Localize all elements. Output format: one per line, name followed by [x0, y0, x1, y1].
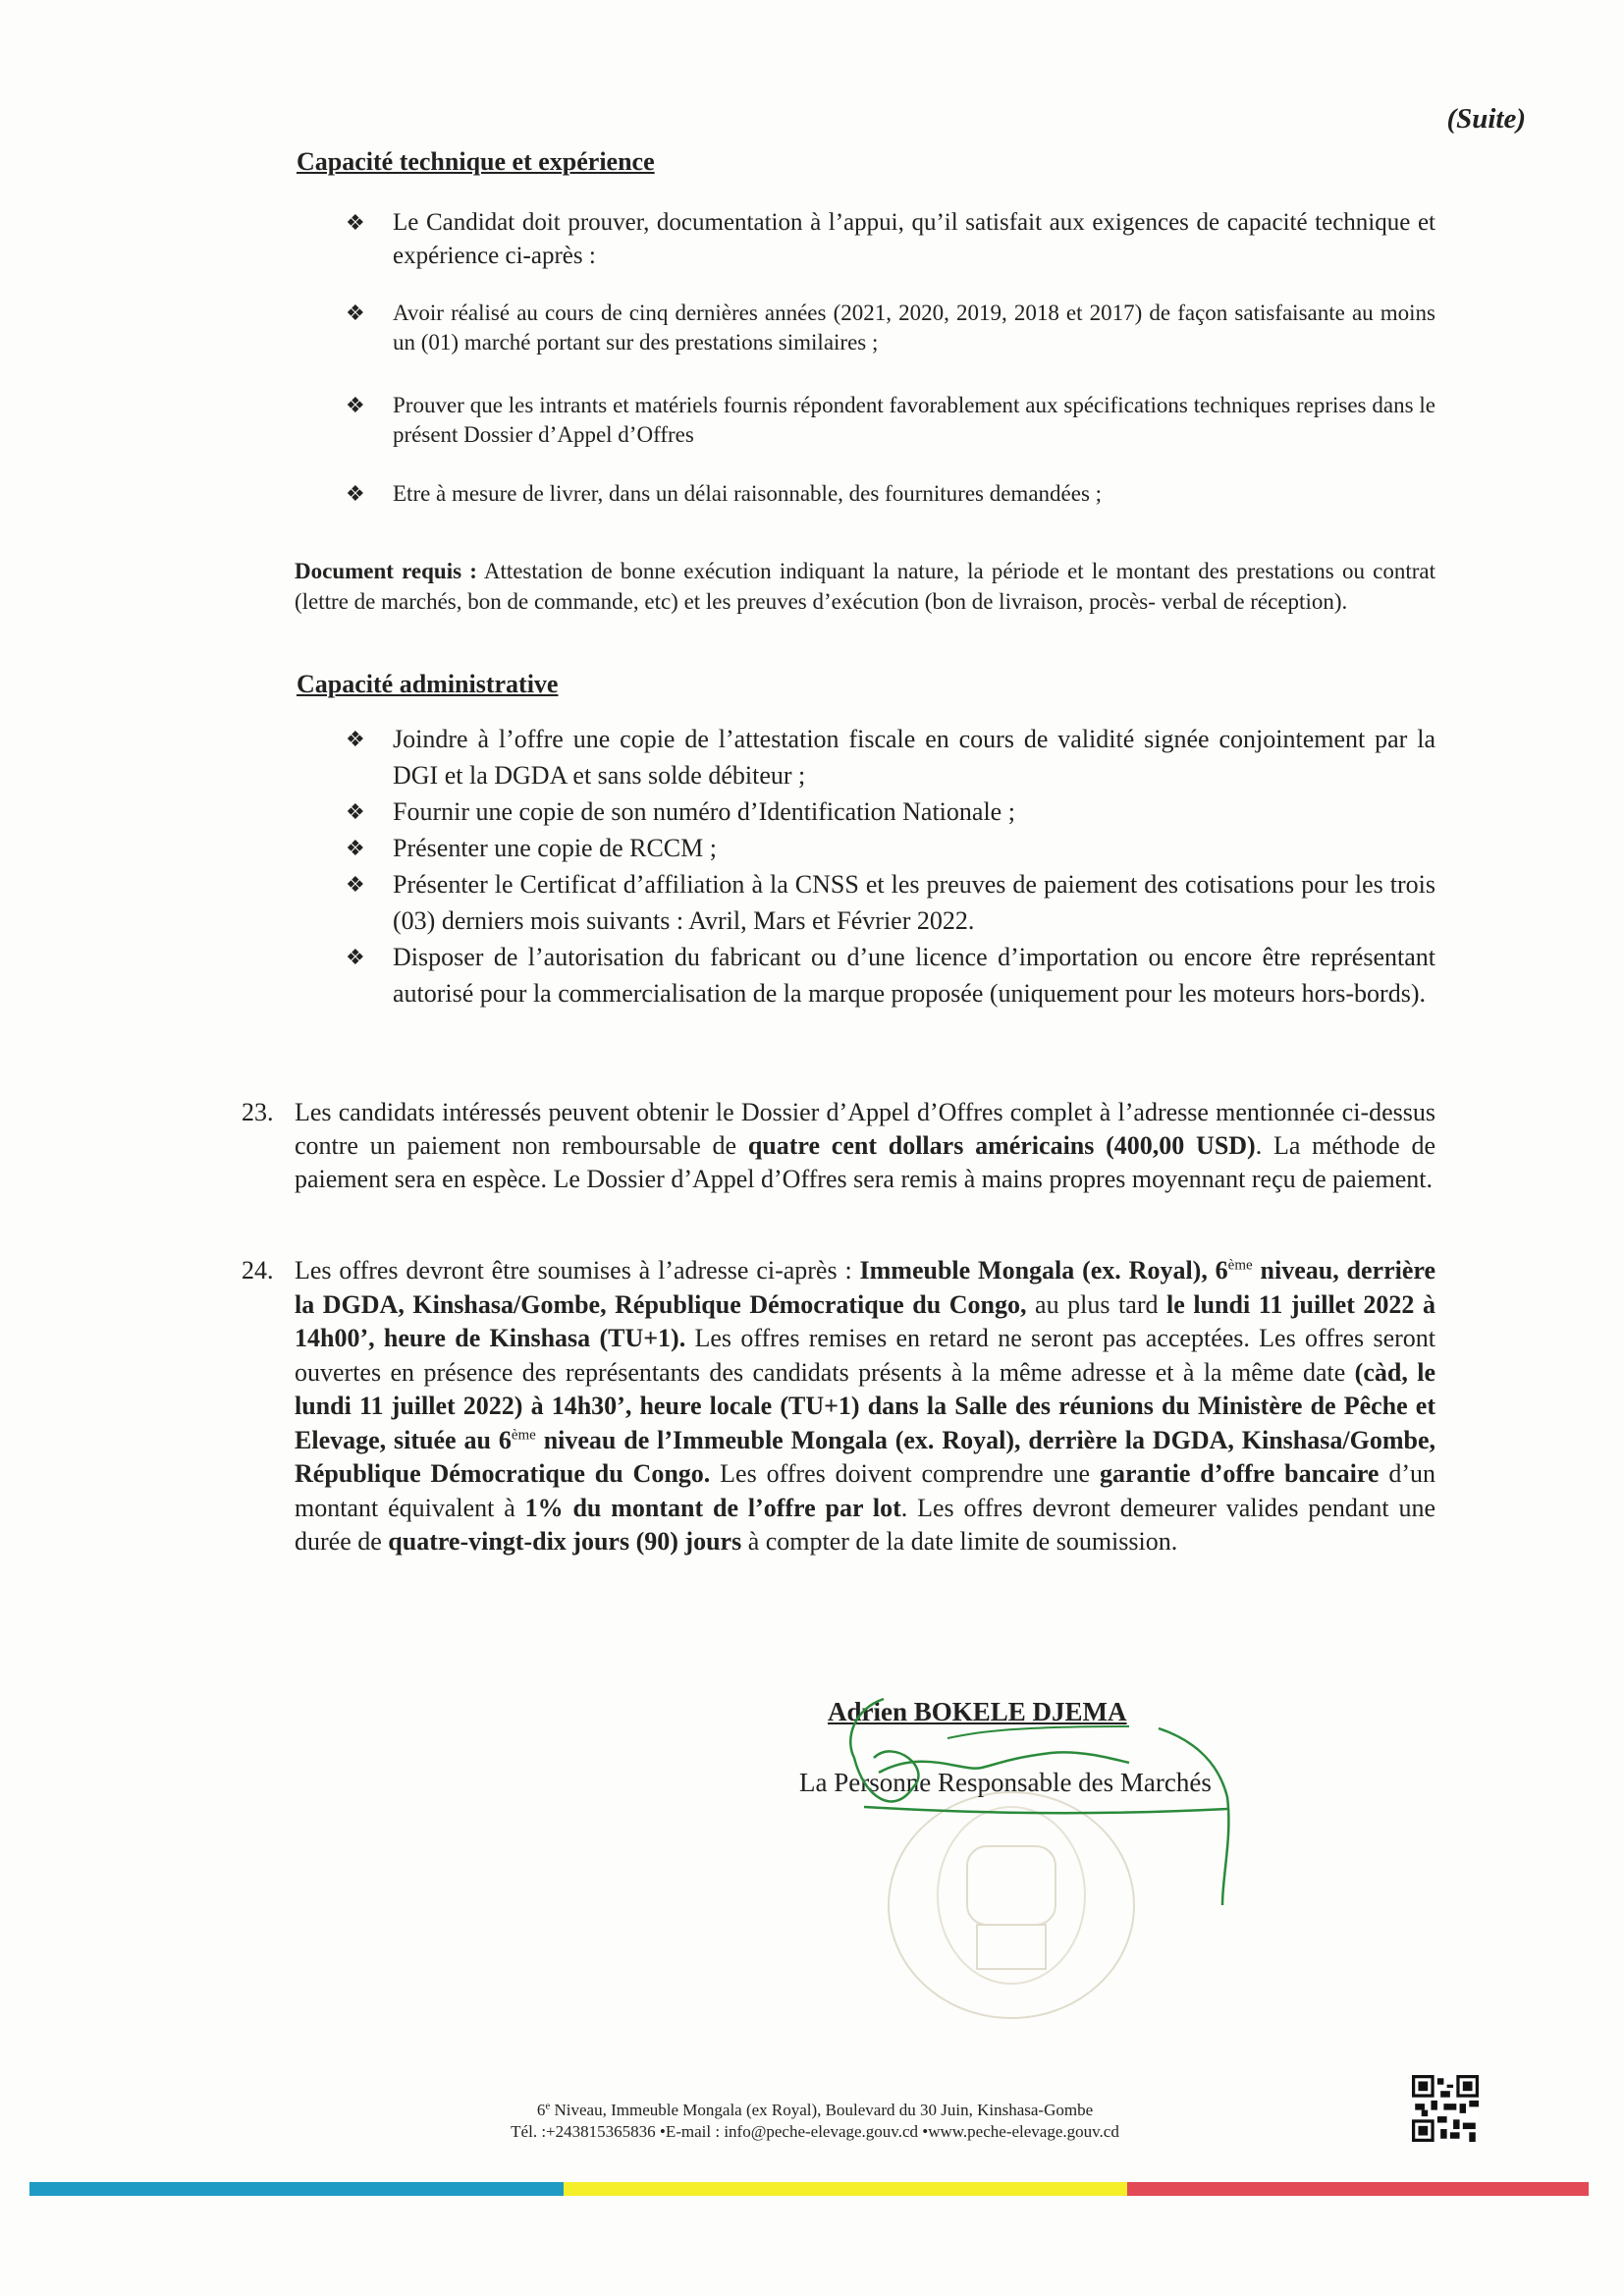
- text: Les offres doivent comprendre une: [710, 1459, 1100, 1488]
- text: d’un montant équivalent à: [295, 1459, 1436, 1522]
- diamond-bullet-icon: ❖: [346, 872, 365, 897]
- list-item-text: Présenter une copie de RCCM ;: [393, 834, 717, 862]
- bold-text: 1% du montant de l’offre par lot: [524, 1493, 901, 1522]
- list-item: [346, 830, 1435, 866]
- paragraph-number: 23.: [242, 1098, 274, 1126]
- list-item: [346, 299, 1435, 357]
- technical-bullet-list: [346, 206, 1435, 509]
- list-item: [346, 479, 1435, 509]
- superscript: ème: [511, 1426, 536, 1443]
- footer-contact: Tél. :+243815365836 •E-mail : info@peche-elevage.gouv.cd •www.peche-elevage.gouv.cd: [511, 2122, 1119, 2141]
- text: Les offres remises en retard ne seront pas acceptées. Les offres seront ouvertes en présence des représentants des candidats présents à la même adresse et à la même date: [295, 1324, 1435, 1387]
- required-documents-label: Document requis :: [295, 559, 477, 583]
- bold-text: niveau, derrière la DGDA, Kinshasa/Gombe, République Démocratique du Congo,: [295, 1256, 1435, 1319]
- list-item-text: Présenter le Certificat d’affiliation à la CNSS et les preuves de paiement des cotisations pour les trois (03) derniers mois suivants : Avril, Mars et Février 2022.: [393, 870, 1435, 935]
- diamond-bullet-icon: ❖: [346, 945, 365, 969]
- paragraph-23: [242, 1096, 1435, 1196]
- flag-bar-blue: [29, 2182, 564, 2196]
- list-item: [346, 391, 1435, 450]
- list-item-text: Le Candidat doit prouver, documentation à l’appui, qu’il satisfait aux exigences de capacité technique et expérience ci-après :: [393, 209, 1435, 269]
- heading-technical-capacity: Capacité technique et expérience: [297, 147, 655, 176]
- diamond-bullet-icon: ❖: [346, 301, 365, 325]
- bold-text: quatre cent dollars américains (400,00 USD): [747, 1131, 1256, 1160]
- text: au plus tard: [1026, 1289, 1167, 1319]
- text: 6: [536, 2101, 546, 2119]
- paragraph-24: [242, 1254, 1436, 1559]
- bold-text: (càd, le lundi 11 juillet 2022) à 14h30’, heure locale (TU+1) dans la Salle des réunions du Ministère de Pêche et Elevage, située au 6: [295, 1357, 1435, 1454]
- list-item-text: Disposer de l’autorisation du fabricant ou d’une licence d’importation ou encore être représentant autorisé pour la commercialisation de la marque proposée (uniquement pour les moteurs hors-bords).: [393, 943, 1435, 1008]
- list-item-text: Avoir réalisé au cours de cinq dernières années (2021, 2020, 2019, 2018 et 2017) de façon satisfaisante au moins un (01) marché portant sur des prestations similaires ;: [393, 301, 1435, 355]
- handwritten-signature: [835, 1679, 1267, 1905]
- text: Niveau, Immeuble Mongala (ex Royal), Boulevard du 30 Juin, Kinshasa-Gombe: [550, 2101, 1094, 2119]
- bold-text: garantie d’offre bancaire: [1099, 1459, 1380, 1488]
- list-item: [346, 939, 1435, 1011]
- list-item-text: Prouver que les intrants et matériels fournis répondent favorablement aux spécifications techniques reprises dans le présent Dossier d’Appel d’Offres: [393, 393, 1435, 447]
- list-item: [346, 793, 1435, 830]
- list-item: [346, 866, 1435, 939]
- continuation-label: (Suite): [1446, 103, 1526, 135]
- text: à compter de la date limite de soumission.: [741, 1527, 1178, 1556]
- required-documents: [295, 556, 1435, 617]
- signatory-title: La Personne Responsable des Marchés: [799, 1768, 1212, 1797]
- bold-text: niveau de l’Immeuble Mongala (ex. Royal), derrière la DGDA, Kinshasa/Gombe, République Démocratique du Congo.: [295, 1425, 1435, 1488]
- text: Les offres devront être soumises à l’adresse ci-après :: [295, 1256, 860, 1285]
- bold-text: le lundi 11 juillet 2022 à 14h00’, heure de Kinshasa (TU+1).: [295, 1289, 1435, 1352]
- diamond-bullet-icon: ❖: [346, 481, 365, 506]
- required-documents-text: Attestation de bonne exécution indiquant la nature, la période et le montant des prestations ou contrat (lettre de marchés, bon de commande, etc) et les preuves d’exécution (bon de livraison, procès- verbal de réception).: [295, 559, 1435, 614]
- flag-bar-red: [1127, 2182, 1589, 2196]
- bold-text: Immeuble Mongala (ex. Royal), 6: [859, 1256, 1228, 1285]
- bold-text: quatre-vingt-dix jours (90) jours: [388, 1527, 742, 1556]
- qr-code-icon: [1412, 2075, 1479, 2142]
- diamond-bullet-icon: ❖: [346, 393, 365, 417]
- flag-bar-yellow: [564, 2182, 1127, 2196]
- signatory-name: Adrien BOKELE DJEMA: [828, 1697, 1127, 1726]
- paragraph-number: 24.: [242, 1256, 274, 1285]
- diamond-bullet-icon: ❖: [346, 836, 365, 860]
- text: Les candidats intéressés peuvent obtenir le Dossier d’Appel d’Offres complet à l’adresse mentionnée ci-dessus contre un paiement non remboursable de: [295, 1098, 1435, 1160]
- heading-administrative-capacity: Capacité administrative: [297, 670, 559, 698]
- list-item: [346, 206, 1435, 273]
- diamond-bullet-icon: ❖: [346, 210, 365, 235]
- list-item: [346, 721, 1435, 793]
- list-item-text: Etre à mesure de livrer, dans un délai raisonnable, des fournitures demandées ;: [393, 481, 1103, 506]
- text: . Les offres devront demeurer valides pendant une durée de: [295, 1493, 1436, 1556]
- list-item-text: Fournir une copie de son numéro d’Identification Nationale ;: [393, 797, 1015, 826]
- list-item-text: Joindre à l’offre une copie de l’attestation fiscale en cours de validité signée conjointement par la DGI et la DGDA et sans solde débiteur ;: [393, 725, 1435, 790]
- text: . La méthode de paiement sera en espèce. Le Dossier d’Appel d’Offres sera remis à mains propres moyennant reçu de paiement.: [295, 1131, 1435, 1193]
- administrative-bullet-list: [346, 721, 1435, 1011]
- footer-address: [324, 2100, 1306, 2143]
- diamond-bullet-icon: ❖: [346, 727, 365, 751]
- diamond-bullet-icon: ❖: [346, 799, 365, 824]
- superscript: e: [545, 2100, 551, 2112]
- superscript: ème: [1227, 1257, 1253, 1274]
